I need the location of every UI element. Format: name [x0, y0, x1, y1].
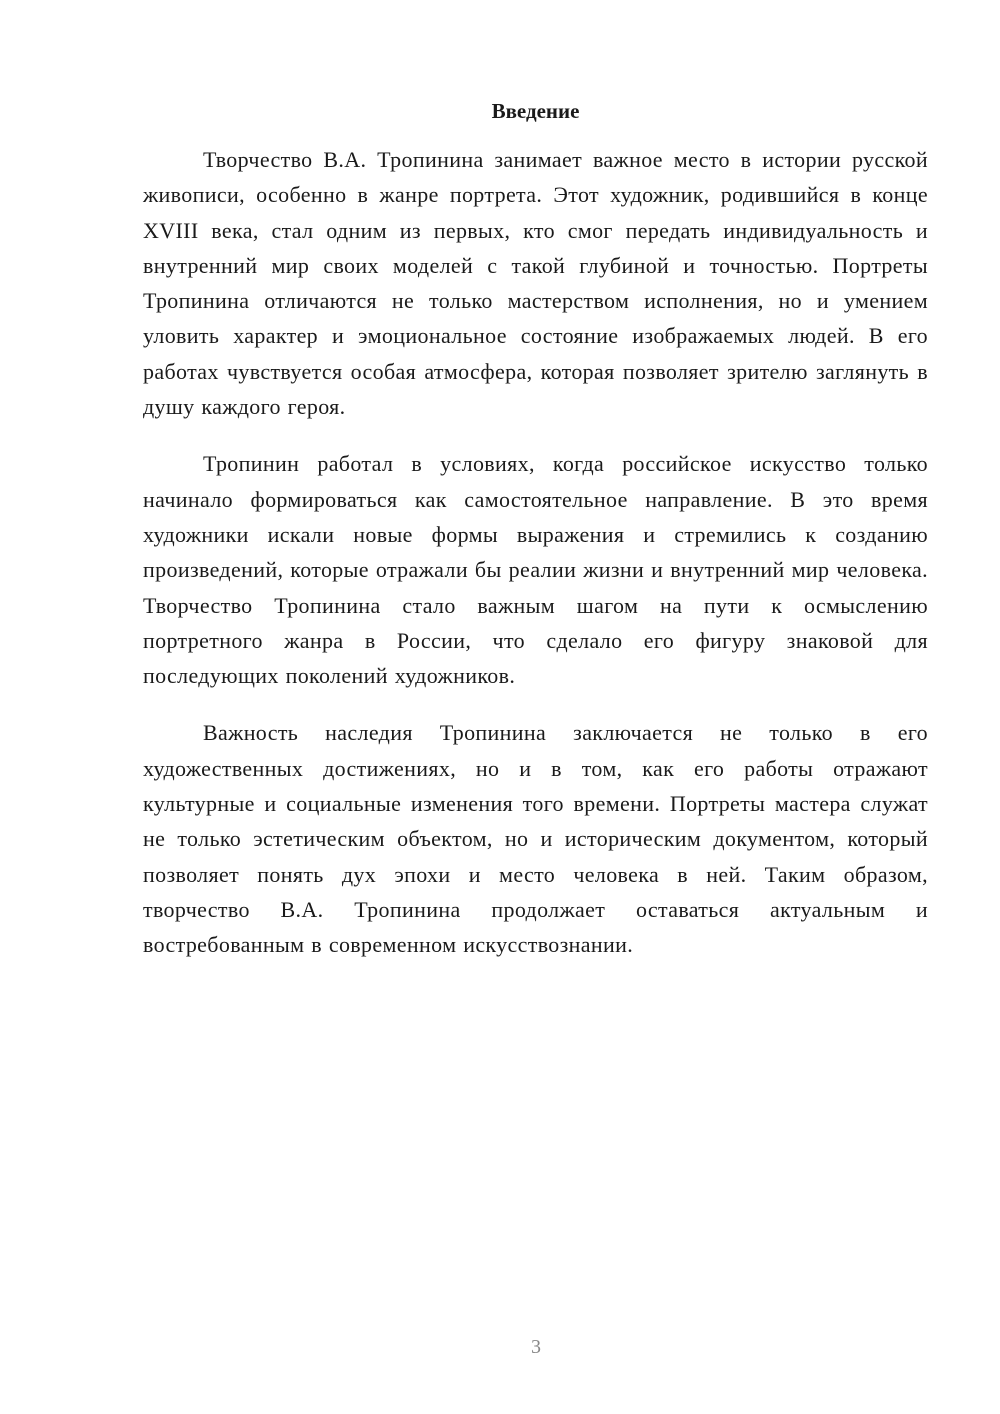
paragraph-2: Тропинин работал в условиях, когда российское искусство только начинало формироваться как самостоятельное направление. В это время художники искали новые формы выражения и стремились к созданию произведений, которые отражали бы реалии жизни и внутренний мир человека. Творчество Тропинина стало важным шагом на пути к осмыслению портретного жанра в России, что сделало его фигуру знаковой для последующих поколений художников.: [143, 451, 928, 689]
paragraph-1: Творчество В.А. Тропинина занимает важное место в истории русской живописи, особенно в жанре портрета. Этот художник, родившийся в конце XVIII века, стал одним из первых, кто смог передать индивидуальность и внутренний мир своих моделей с такой глубиной и точностью. Портреты Тропинина отличаются не только мастерством исполнения, но и умением уловить характер и эмоциональное состояние изображаемых людей. В его работах чувствуется особая атмосфера, которая позволяет зрителю заглянуть в душу каждого героя.: [143, 147, 928, 420]
paragraph-3: Важность наследия Тропинина заключается не только в его художественных достижениях, но и в том, как его работы отражают культурные и социальные изменения того времени. Портреты мастера служат не только эстетическим объектом, но и историческим документом, который позволяет понять дух эпохи и место человека в ней. Таким образом, творчество В.А. Тропинина продолжает оставаться актуальным и востребованным в современном искусствознании.: [143, 720, 928, 958]
section-heading: Введение: [491, 99, 580, 123]
body-text: [143, 142, 928, 963]
page-number: 3: [531, 1336, 541, 1358]
